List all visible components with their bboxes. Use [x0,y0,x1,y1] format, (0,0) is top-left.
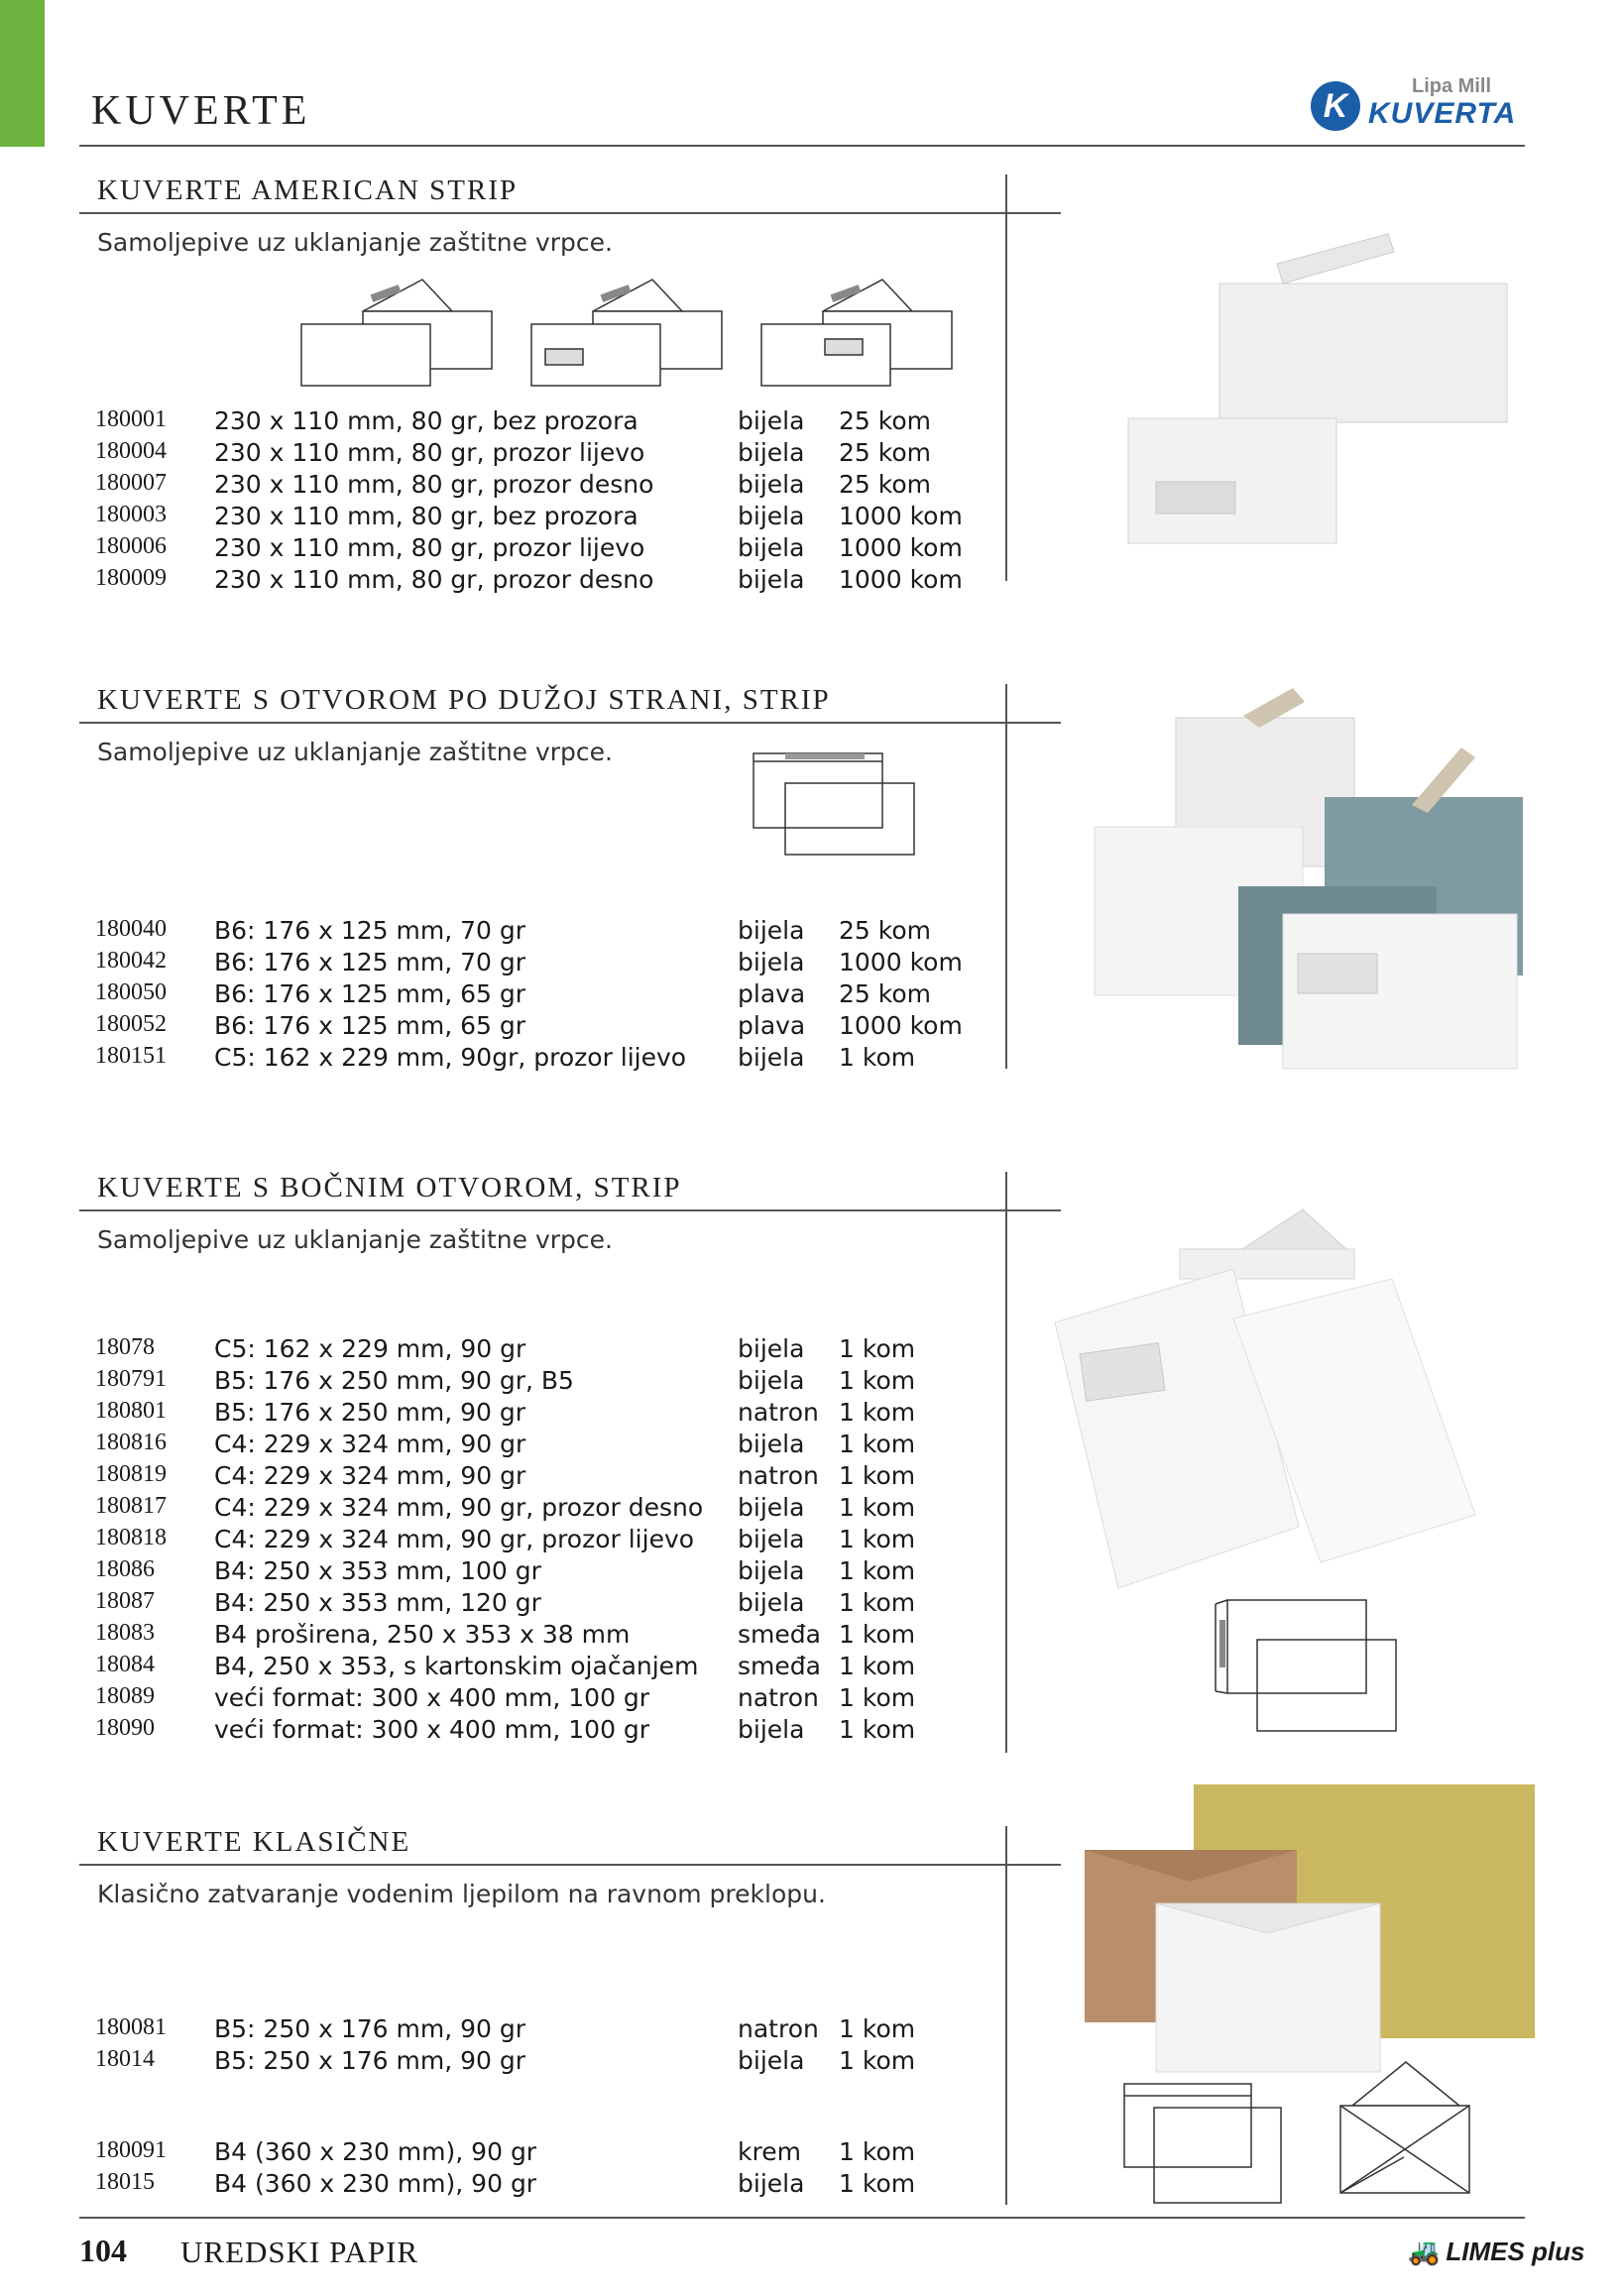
section-title-classic: KUVERTE KLASIČNE [97,1826,411,1858]
side-opening-photo [1055,1200,1491,1596]
classic-drawings [1118,2062,1535,2211]
section-rule [79,1209,1061,1211]
page-number: 104 [79,2233,127,2268]
american-strip-photo [1128,234,1525,551]
classic-photo [1083,1784,1539,2082]
side-opening-drawing [1214,1590,1412,1739]
section-divider [1005,1826,1007,2205]
footer-brand [1408,2237,1585,2267]
section-rule [79,212,1061,214]
long-side-drawing [746,742,924,861]
top-rule [79,145,1525,147]
section-description: Samoljepive uz uklanjanje zaštitne vrpce. [97,228,613,257]
brand-mark: K [1311,81,1360,131]
section-divider [1005,1172,1007,1753]
long-side-photo [1095,688,1531,1075]
section-description: Samoljepive uz uklanjanje zaštitne vrpce. [97,1225,613,1254]
section-description: Klasično zatvaranje vodenim ljepilom na ravnom preklopu. [97,1880,826,1908]
section-rule [79,722,1061,724]
section-title-american-strip: KUVERTE AMERICAN STRIP [97,174,519,206]
section-description: Samoljepive uz uklanjanje zaštitne vrpce. [97,738,613,766]
section-rule [79,1864,1061,1866]
section-divider [1005,684,1007,1069]
american-strip-drawings [293,270,750,399]
brand-small: Lipa Mill [1412,75,1491,97]
footer-brand-text: LIMES plus [1446,2237,1585,2266]
footer-rule [79,2217,1525,2219]
brand-logo [1311,71,1529,135]
page-title: KUVERTE [91,88,311,134]
tractor-icon: 🚜 [1408,2237,1441,2266]
section-title-long-side: KUVERTE S OTVOROM PO DUŽOJ STRANI, STRIP [97,684,831,716]
green-tab [0,0,45,147]
footer-section-name: UREDSKI PAPIR [180,2235,419,2269]
section-divider [1005,174,1007,581]
brand-big: KUVERTA [1368,97,1517,130]
section-title-side-opening: KUVERTE S BOČNIM OTVOROM, STRIP [97,1172,682,1204]
